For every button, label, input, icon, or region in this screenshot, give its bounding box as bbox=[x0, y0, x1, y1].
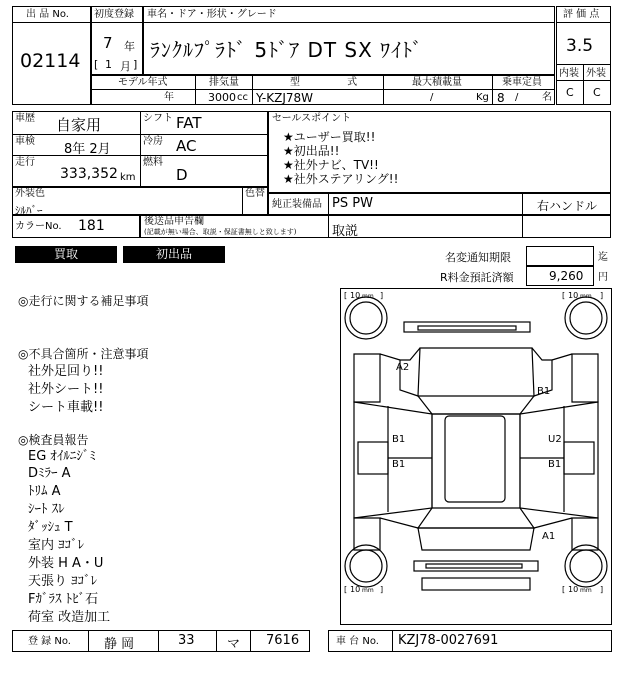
svg-text:10: 10 bbox=[568, 291, 579, 300]
tire-front-left bbox=[345, 297, 387, 339]
name-change-unit: 迄 bbox=[598, 252, 608, 263]
tire-label-rl: [ bbox=[344, 585, 348, 594]
reg-kana: マ bbox=[227, 637, 241, 652]
ac-label: 冷房 bbox=[143, 136, 163, 147]
interior-label: 内装 bbox=[559, 68, 579, 79]
svg-text:mm: mm bbox=[362, 293, 374, 300]
sales-point: ★社外ナビ、TV!! bbox=[283, 158, 379, 172]
model-year-label: モデル年式 bbox=[118, 77, 168, 88]
post-reg-note: (記載が無い場合、取説・保証書無しと致します) bbox=[144, 228, 297, 236]
color-no-value: 181 bbox=[78, 218, 105, 234]
svg-text:]: ] bbox=[600, 291, 604, 300]
first-reg-month: 1 bbox=[105, 58, 112, 71]
rear-bumper bbox=[414, 561, 538, 571]
reg-area: 静 岡 bbox=[104, 637, 135, 652]
post-reg-value: 取説 bbox=[332, 224, 359, 239]
defect-item: シート車載!! bbox=[28, 400, 104, 415]
svg-text:]: ] bbox=[380, 291, 384, 300]
fuel-label: 燃料 bbox=[143, 157, 163, 168]
tire-label-fl: [ bbox=[344, 291, 348, 300]
name-change-box bbox=[526, 246, 594, 266]
ext-color-box bbox=[12, 187, 268, 215]
damage-code: B1 bbox=[392, 434, 406, 445]
damage-code: B1 bbox=[392, 459, 406, 470]
svg-text:mm: mm bbox=[580, 293, 592, 300]
exterior-grade: C bbox=[593, 86, 601, 99]
tire-label-rr: [ bbox=[562, 585, 566, 594]
ac-value: AC bbox=[176, 137, 197, 155]
first-reg-year: 7 bbox=[103, 34, 113, 52]
defect-item: 社外足回り!! bbox=[28, 364, 104, 379]
inspection-value: 8年 2月 bbox=[64, 142, 111, 157]
lot-number: 02114 bbox=[20, 50, 81, 72]
shift-value: FAT bbox=[176, 114, 202, 132]
svg-text:10: 10 bbox=[568, 585, 579, 594]
defect-item: 社外シート!! bbox=[28, 382, 104, 397]
capacity-value: 8 bbox=[497, 91, 505, 105]
damage-code: B1 bbox=[548, 459, 562, 470]
reg-class: 33 bbox=[178, 633, 195, 648]
inspector-item: ﾀﾞｯｼｭ T bbox=[28, 520, 73, 535]
sales-point: ★ユーザー買取!! bbox=[283, 130, 376, 144]
left-side bbox=[354, 354, 380, 402]
reg-no-label: 登 録 No. bbox=[28, 636, 71, 647]
first-reg-year-unit: 年 bbox=[124, 40, 135, 53]
equipment-value: PS PW bbox=[332, 196, 373, 211]
svg-text:10: 10 bbox=[350, 291, 361, 300]
sales-point: ★社外ステアリング!! bbox=[283, 172, 399, 186]
fuel-value: D bbox=[176, 166, 188, 184]
svg-text:mm: mm bbox=[362, 587, 374, 594]
color-change-label: 色替 bbox=[245, 188, 265, 199]
car-diagram bbox=[340, 288, 612, 625]
svg-text:]: ] bbox=[380, 585, 384, 594]
capacity-unit: 名 bbox=[542, 92, 552, 103]
post-reg-label: 後送品申告欄 bbox=[144, 216, 204, 227]
displacement-unit: cc bbox=[237, 92, 248, 103]
tire-rear-left bbox=[345, 545, 387, 587]
exterior-label: 外装 bbox=[586, 68, 606, 79]
equipment-label: 純正装備品 bbox=[272, 199, 322, 210]
recycle-value: 9,260 bbox=[549, 269, 584, 283]
sales-points-label: セールスポイント bbox=[272, 113, 352, 124]
inspection-label: 車検 bbox=[15, 136, 35, 147]
car-name-label: 車名・ドア・形状・グレード bbox=[147, 9, 277, 20]
inspector-item: 外装 H A・U bbox=[28, 556, 104, 571]
inspector-item: EG ｵｲﾙﾆｼﾞﾐ bbox=[28, 449, 96, 464]
name-change-label: 名変通知期限 bbox=[445, 251, 511, 264]
svg-text:mm: mm bbox=[580, 587, 592, 594]
shift-label: シフト bbox=[143, 113, 173, 124]
mileage-value: 333,352 bbox=[60, 166, 118, 182]
recycle-unit: 円 bbox=[598, 272, 608, 283]
tire-label-fr: [ bbox=[562, 291, 566, 300]
bracket-close: ] bbox=[133, 58, 138, 71]
right-side bbox=[572, 354, 598, 402]
tire-rear-right bbox=[565, 545, 607, 587]
inspector-item: 荷室 改造加工 bbox=[28, 610, 111, 625]
spare-tire bbox=[422, 578, 530, 590]
first-reg-label: 初度登録 bbox=[94, 9, 134, 20]
car-name: ﾗﾝｸﾙﾌﾟﾗﾄﾞ 5ﾄﾞｱ DT SX ﾜｲﾄﾞ bbox=[150, 38, 424, 62]
ext-color-label: 外装色 bbox=[15, 188, 45, 199]
capacity-sep: / bbox=[515, 92, 519, 103]
history-value: 自家用 bbox=[56, 116, 102, 134]
displacement-label: 排気量 bbox=[209, 77, 239, 88]
chassis-number: KZJ78-0027691 bbox=[398, 633, 499, 648]
max-load-unit: Kg bbox=[476, 92, 489, 103]
damage-code: A1 bbox=[542, 531, 556, 542]
tire-front-right bbox=[565, 297, 607, 339]
hood bbox=[418, 348, 534, 396]
model-year-unit: 年 bbox=[164, 92, 174, 103]
svg-text:10: 10 bbox=[350, 585, 361, 594]
max-load-sep: / bbox=[430, 92, 434, 103]
inspector-item: Fｶﾞﾗｽ ﾄﾋﾞ石 bbox=[28, 592, 99, 607]
displacement-value: 3000 bbox=[208, 91, 236, 104]
windshield bbox=[418, 396, 534, 414]
score-value: 3.5 bbox=[566, 36, 594, 56]
ext-color-value: ｼﾙﾊﾞｰ bbox=[15, 204, 43, 217]
model-code: Y-KZJ78W bbox=[256, 91, 313, 105]
inspector-item: Dﾐﾗｰ A bbox=[28, 466, 71, 481]
tag-first-listing: 初出品 bbox=[123, 246, 225, 263]
tag-purchase: 買取 bbox=[15, 246, 117, 263]
color-no-label: カラーNo. bbox=[15, 221, 62, 232]
score-label: 評 価 点 bbox=[563, 9, 600, 20]
damage-code: B1 bbox=[537, 386, 551, 397]
bracket-open: [ bbox=[94, 58, 99, 71]
svg-text:]: ] bbox=[600, 585, 604, 594]
max-load-label: 最大積載量 bbox=[412, 77, 462, 88]
type-label: 型 式 bbox=[290, 77, 380, 88]
history-label: 車歴 bbox=[15, 113, 35, 124]
chassis-label: 車 台 No. bbox=[336, 636, 379, 647]
defects-title: ◎不具合箇所・注意事項 bbox=[18, 347, 149, 361]
inspector-item: ﾄﾘﾑ A bbox=[28, 484, 61, 499]
capacity-label: 乗車定員 bbox=[502, 77, 542, 88]
inspector-item: ｼｰﾄ ｽﾚ bbox=[28, 502, 65, 517]
inspector-item: 天張り ﾖｺﾞﾚ bbox=[28, 574, 98, 589]
first-reg-month-unit: 月 bbox=[120, 60, 131, 73]
lot-label: 出 品 No. bbox=[26, 9, 69, 20]
recycle-label: R料金預託済額 bbox=[440, 271, 514, 284]
reg-number: 7616 bbox=[266, 633, 300, 648]
inspector-title: ◎検査員報告 bbox=[18, 433, 89, 447]
sales-point: ★初出品!! bbox=[283, 144, 340, 158]
damage-code: U2 bbox=[548, 434, 562, 445]
inspector-item: 室内 ﾖｺﾞﾚ bbox=[28, 538, 85, 553]
driving-notes-title: ◎走行に関する補足事項 bbox=[18, 294, 149, 308]
damage-code: A2 bbox=[396, 362, 410, 373]
rear-deck bbox=[418, 528, 534, 550]
handle-value: 右ハンドル bbox=[537, 199, 598, 213]
mileage-label: 走行 bbox=[15, 157, 35, 168]
mileage-unit: km bbox=[120, 172, 136, 183]
interior-grade: C bbox=[566, 86, 574, 99]
